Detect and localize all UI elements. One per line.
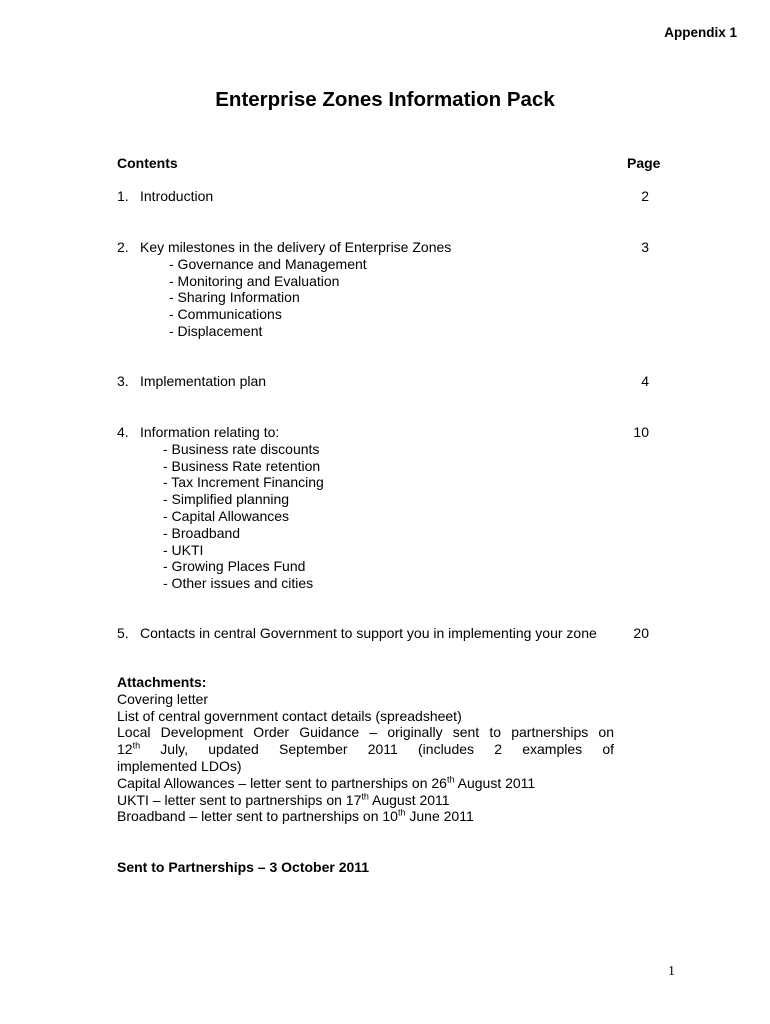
attachments-heading: Attachments: — [117, 674, 207, 690]
toc-sub-item: - Simplified planning — [163, 491, 290, 508]
attachment-item: 12th July, updated September 2011 (includes 2 examples of — [117, 740, 614, 758]
page-column-heading: Page — [627, 155, 661, 171]
toc-sub-item: - Growing Places Fund — [163, 558, 306, 575]
contents-heading: Contents — [117, 155, 178, 171]
toc-entry-number: 4. — [117, 424, 129, 440]
toc-entry-text: Implementation plan — [140, 373, 267, 389]
toc-entry-number: 5. — [117, 625, 129, 641]
attachment-item: Covering letter — [117, 690, 209, 707]
attachment-item: Capital Allowances – letter sent to partnerships on 26th August 2011 — [117, 774, 536, 791]
attachment-item: UKTI – letter sent to partnerships on 17th August 2011 — [117, 790, 450, 808]
attachment-item: Local Development Order Guidance – originally sent to partnerships on — [117, 724, 614, 741]
toc-entry-number: 1. — [117, 188, 129, 204]
toc-sub-item: - Business rate discounts — [163, 440, 320, 457]
toc-entry-page: 20 — [633, 625, 649, 641]
appendix-label: Appendix 1 — [664, 25, 737, 40]
toc-sub-item: - Displacement — [169, 322, 263, 339]
sent-date-line: Sent to Partnerships – 3 October 2011 — [117, 859, 370, 875]
page-number: 1 — [668, 964, 675, 979]
attachments-section — [117, 674, 614, 825]
toc-entry-page: 3 — [641, 239, 649, 255]
toc-entry-number: 3. — [117, 373, 129, 389]
toc-sub-item: - Capital Allowances — [163, 507, 290, 524]
toc-entry-text: Contacts in central Government to support you in implementing your zone — [140, 625, 597, 641]
toc-entry-number: 2. — [117, 239, 129, 255]
toc-entry-page: 2 — [641, 188, 649, 204]
attachment-item: implemented LDOs) — [117, 757, 242, 774]
toc-entry-page: 10 — [633, 424, 649, 440]
toc-sub-item: - UKTI — [163, 541, 204, 558]
attachment-item: Broadband – letter sent to partnerships on 10th June 2011 — [117, 807, 474, 825]
toc-sub-item: - Communications — [169, 306, 282, 323]
toc-sub-list — [169, 256, 367, 340]
toc-sub-list — [163, 441, 324, 592]
page-title: Enterprise Zones Information Pack — [215, 88, 555, 111]
attachment-item: List of central government contact details (spreadsheet) — [117, 707, 462, 724]
toc-entry-text: Key milestones in the delivery of Enterprise Zones — [140, 239, 452, 255]
toc-entry-text: Introduction — [140, 188, 214, 204]
toc-sub-item: - Sharing Information — [169, 289, 300, 306]
toc-sub-item: - Tax Increment Financing — [163, 474, 324, 491]
toc-sub-item: - Monitoring and Evaluation — [169, 272, 340, 289]
toc-sub-item: - Other issues and cities — [163, 575, 314, 592]
toc-sub-item: - Business Rate retention — [163, 457, 321, 474]
toc-entry-text: Information relating to: — [140, 424, 280, 440]
toc-sub-item: - Governance and Management — [169, 255, 367, 272]
toc-entry-page: 4 — [641, 373, 649, 389]
toc-sub-item: - Broadband — [163, 524, 241, 541]
